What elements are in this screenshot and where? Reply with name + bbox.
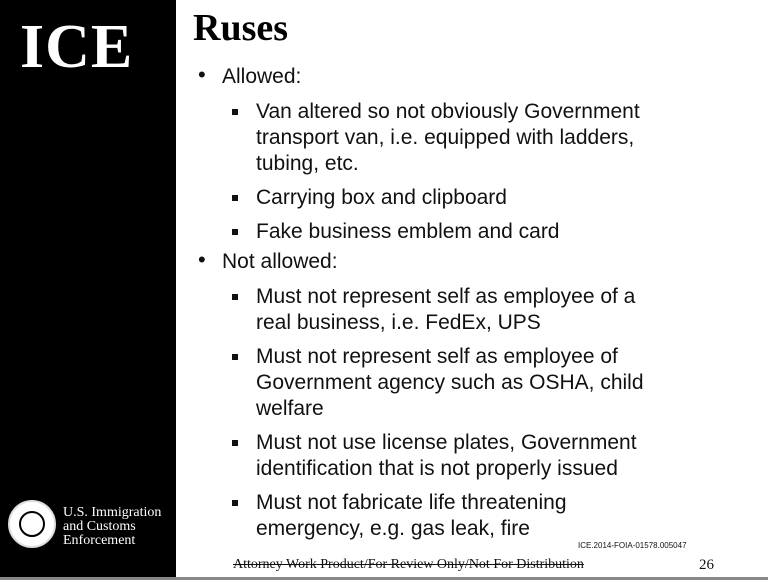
page-number: 26	[699, 557, 714, 573]
list-item-line: emergency, e.g. gas leak, fire	[256, 517, 530, 540]
list-item-line: real business, i.e. FedEx, UPS	[256, 311, 541, 334]
dhs-seal-icon	[8, 500, 56, 548]
sidebar	[0, 0, 176, 577]
list-item-line: tubing, etc.	[256, 152, 359, 175]
square-bullet-icon	[232, 229, 238, 235]
list-item-line: transport van, i.e. equipped with ladders,	[256, 126, 635, 149]
list-item-line: identification that is not properly issued	[256, 457, 618, 480]
section-heading: Not allowed:	[222, 250, 338, 273]
agency-name	[63, 506, 161, 548]
list-item-line: welfare	[256, 397, 324, 420]
list-item-line: Van altered so not obviously Government	[256, 100, 640, 123]
list-item-line: Fake business emblem and card	[256, 220, 560, 243]
square-bullet-icon	[232, 440, 238, 446]
agency-line: Enforcement	[63, 533, 136, 548]
list-item-line: Must not represent self as employee of a	[256, 285, 636, 308]
bates-number: ICE.2014-FOIA-01578.005047	[578, 541, 687, 550]
list-item-line: Must not represent self as employee of	[256, 345, 618, 368]
list-item-line: Must not fabricate life threatening	[256, 491, 567, 514]
square-bullet-icon	[232, 354, 238, 360]
agency-line: U.S. Immigration	[63, 505, 162, 520]
bullet-icon: •	[198, 62, 206, 87]
bullet-icon: •	[198, 247, 206, 272]
list-item-line: Government agency such as OSHA, child	[256, 371, 644, 394]
section-heading: Allowed:	[222, 65, 302, 88]
ice-logo: ICE	[20, 13, 134, 81]
list-item-line: Carrying box and clipboard	[256, 186, 507, 209]
square-bullet-icon	[232, 294, 238, 300]
footer-text: Attorney Work Product/For Review Only/Not For Distribution	[233, 557, 584, 572]
square-bullet-icon	[232, 500, 238, 506]
square-bullet-icon	[232, 109, 238, 115]
agency-line: and Customs	[63, 519, 136, 534]
square-bullet-icon	[232, 195, 238, 201]
list-item-line: Must not use license plates, Government	[256, 431, 637, 454]
slide-title: Ruses	[193, 7, 289, 49]
